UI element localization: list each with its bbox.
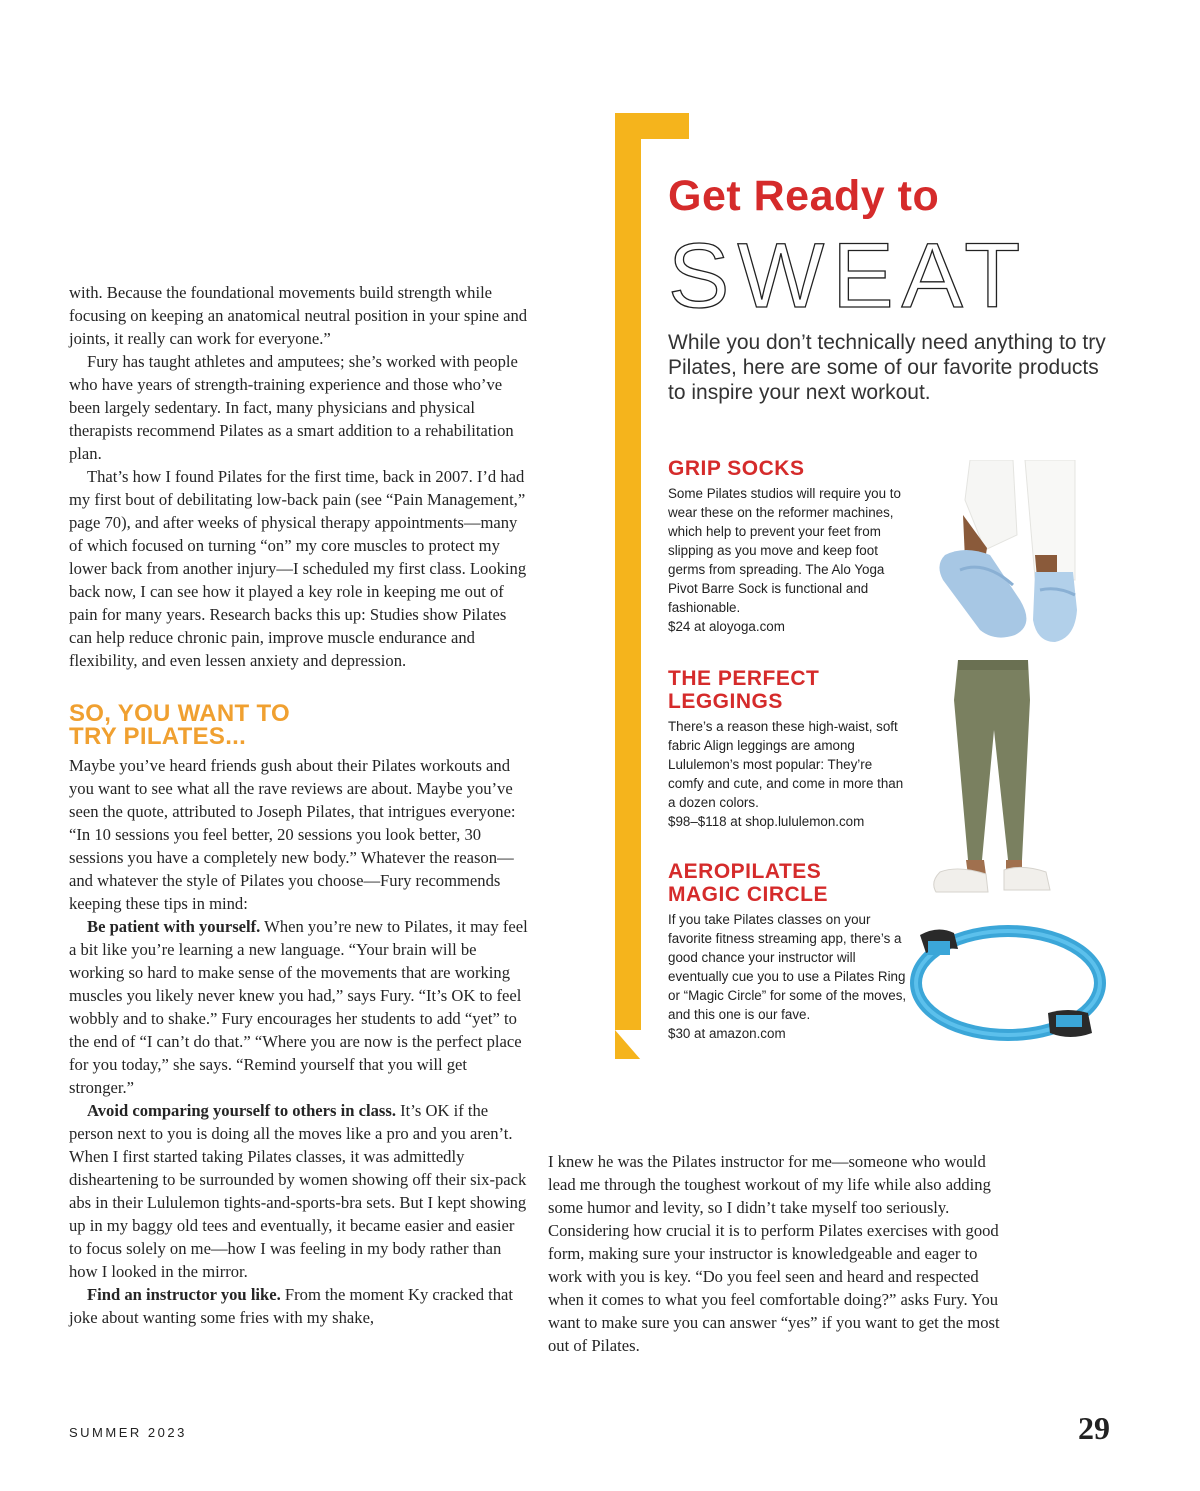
product-price: $24 at aloyoga.com xyxy=(668,619,785,634)
paragraph: Maybe you’ve heard friends gush about their Pilates workouts and you want to see what all the rave reviews are about. Maybe you’ve seen the quote, attributed to Joseph Pilates, that intrigues everyone: “In 10 sessions you feel better, 20 sessions you look better, 30 sessions you have a completely new body.” Whatever the reason—and whatever the style of Pilates you choose—Fury recommends keeping these tips in mind: xyxy=(69,756,516,913)
product-description: If you take Pilates classes on your favorite fitness streaming app, there’s a good chance your instructor will eventually cue you to use a Pilates Ring or “Magic Circle” for some of the moves, and this one is our fave. xyxy=(668,912,907,1022)
product-name-line: THE PERFECT xyxy=(668,667,820,690)
section-heading-line: SO, YOU WANT TO xyxy=(69,700,290,727)
sidebar-intro: While you don’t technically need anything to try Pilates, here are some of our favorite products to inspire your next workout. xyxy=(668,331,1106,404)
tip-lead: Avoid comparing yourself to others in class. xyxy=(87,1101,396,1120)
section-heading-line: TRY PILATES... xyxy=(69,723,247,750)
product-grip-socks xyxy=(668,457,908,636)
tip-body: When you’re new to Pilates, it may feel a bit like you’re learning a new language. “Your brain will be working so hard to make sense of the movements that are working muscles you likely never knew you had,” says Fury. “It’s OK to feel wobbly and to shake.” Fury encourages her students to add “yet” to the end of “I can’t do that.” “Where you are now is the perfect place for you today,” she says. “Remind yourself that you will get stronger.” xyxy=(69,917,528,1097)
sidebar-bracket-top xyxy=(615,113,689,139)
leggings-photo xyxy=(918,660,1058,900)
product-description: There’s a reason these high-waist, soft fabric Align leggings are among Lululemon’s most popular: They’re comfy and cute, and come in more than a dozen colors. xyxy=(668,719,904,810)
paragraph: Fury has taught athletes and amputees; she’s worked with people who have years of strength-training experience and those who’ve been largely sedentary. In fact, many physicians and physical therapists recommend Pilates as a smart addition to a rehabilitation plan. xyxy=(69,352,518,463)
product-name xyxy=(668,667,908,713)
product-price: $98–$118 at shop.lululemon.com xyxy=(668,814,865,829)
tip-lead: Find an instructor you like. xyxy=(87,1285,281,1304)
issue-date: SUMMER 2023 xyxy=(69,1425,187,1440)
page-number: 29 xyxy=(1078,1410,1110,1446)
product-price: $30 at amazon.com xyxy=(668,1026,786,1041)
product-leggings xyxy=(668,667,908,831)
product-magic-circle xyxy=(668,860,908,1043)
sidebar-title-sweat: SWEAT xyxy=(668,225,1029,327)
tip-paragraph xyxy=(69,1283,531,1329)
section-heading xyxy=(69,702,531,748)
magic-circle-photo xyxy=(908,915,1108,1045)
paragraph: That’s how I found Pilates for the first time, back in 2007. I’d had my first bout of debilitating low-back pain (see “Pain Management,” page 70), and after weeks of physical therapy appointments—many of which focused on turning “on” my core muscles to protect my lower back from another injury—I scheduled my first class. Looking back now, I can see how it played a key role in keeping me out of pain for many years. Research backs this up: Studies show Pilates can help reduce chronic pain, improve muscle endurance and flexibility, and even lessen anxiety and depression. xyxy=(69,467,527,670)
product-description: Some Pilates studios will require you to wear these on the reformer machines, which help to prevent your feet from slipping as you move and keep foot germs from spreading. The Alo Yoga Pivot Barre Sock is functional and fashionable. xyxy=(668,486,901,615)
tip-lead: Be patient with yourself. xyxy=(87,917,261,936)
tip-paragraph xyxy=(69,915,531,1099)
product-name-line: AEROPILATES xyxy=(668,860,822,883)
paragraph: I knew he was the Pilates instructor for me—someone who would lead me through the toughest workout of my life while also adding some humor and levity, so I didn’t take myself too seriously. Considering how crucial it is to perform Pilates exercises with good form, making sure your instructor is knowledgeable and eager to work with you is key. “Do you feel seen and heard and respected when it comes to what you feel comfortable doing?” asks Fury. You want to make sure you can answer “yes” if you want to get the most out of Pilates. xyxy=(548,1152,1000,1355)
left-article-column xyxy=(69,281,531,1329)
product-name: GRIP SOCKS xyxy=(668,457,805,480)
tip-paragraph xyxy=(69,1099,531,1283)
product-name xyxy=(668,860,908,906)
tip-body: From the moment Ky cracked that joke about wanting some fries with my shake, xyxy=(69,1285,514,1327)
sidebar-bracket xyxy=(615,113,641,1059)
product-name-line: MAGIC CIRCLE xyxy=(668,883,828,906)
right-article-column xyxy=(548,1150,1004,1357)
sidebar-title: Get Ready to xyxy=(668,172,940,220)
product-name-line: LEGGINGS xyxy=(668,690,783,713)
tip-body: It’s OK if the person next to you is doing all the moves like a pro and you aren’t. When I first started taking Pilates classes, it was admittedly disheartening to be surrounded by women showing off their six-pack abs in their Lululemon tights-and-sports-bra sets. But I kept showing up in my baggy old tees and eventually, it became easier and easier to focus solely on me—how I was feeling in my body rather than how I looked in the mirror. xyxy=(69,1101,527,1281)
grip-socks-photo xyxy=(925,460,1105,650)
paragraph: with. Because the foundational movements build strength while focusing on keeping an anatomical neutral position in your spine and joints, it really can work for everyone.” xyxy=(69,283,528,348)
